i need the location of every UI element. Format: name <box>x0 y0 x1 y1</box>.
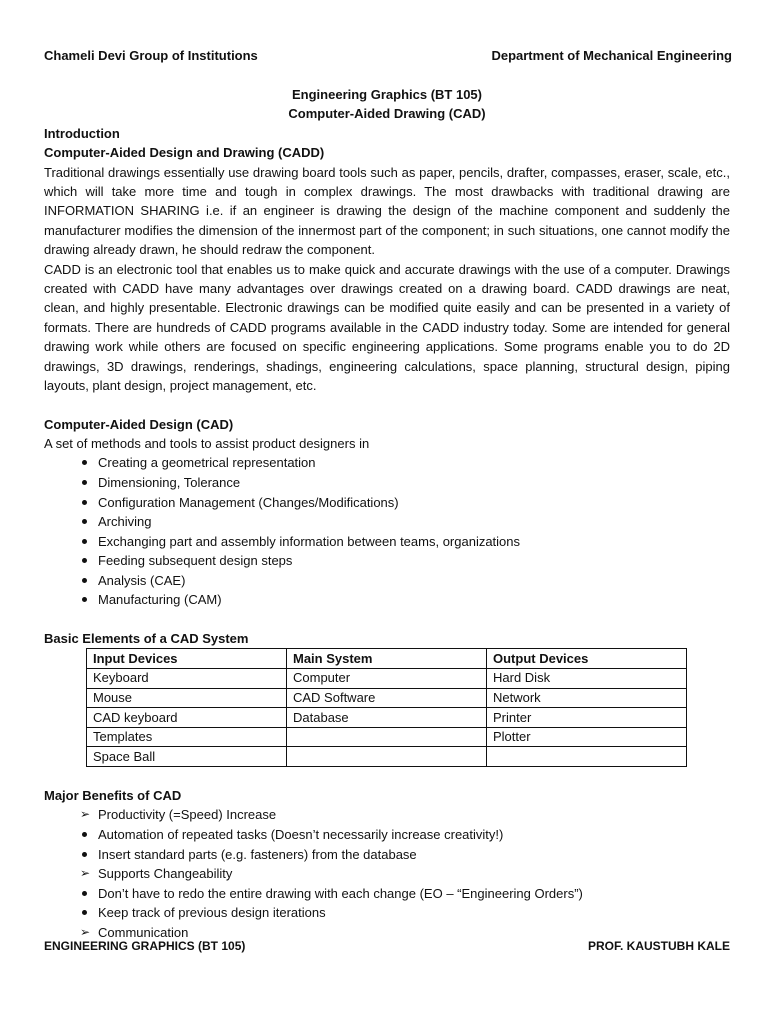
benefits-list <box>44 805 730 942</box>
list-item: Feeding subsequent design steps <box>98 553 293 569</box>
intro-paragraph-1: Traditional drawings essentially use drawing board tools such as paper, pencils, drafter, compasses, eraser, scale, etc., which will take more time and tough in complex drawings. The most drawbacks with traditional drawing are INFORMATION SHARING i.e. if an engineer is drawing the design of the machine component and suddenly the manufacturer modifies the dimension of the innermost part of the component; in such situations, one cannot modify the drawing already drawn, he should redraw the component. <box>44 164 730 258</box>
table-row <box>87 708 687 728</box>
list-item: Creating a geometrical representation <box>98 455 316 471</box>
table-cell: Printer <box>487 708 687 728</box>
cadd-subheading: Computer-Aided Design and Drawing (CADD) <box>44 145 325 161</box>
title-block <box>44 85 730 124</box>
table-header-row <box>87 649 687 669</box>
table-cell: Keyboard <box>87 669 287 689</box>
table-cell: Hard Disk <box>487 669 687 689</box>
table-cell: CAD keyboard <box>87 708 287 728</box>
cad-list <box>44 453 730 610</box>
column-header: Main System <box>287 649 487 669</box>
elements-heading: Basic Elements of a CAD System <box>44 631 249 647</box>
table-row <box>87 688 687 708</box>
list-item: Don’t have to redo the entire drawing with each change (EO – “Engineering Orders”) <box>98 885 583 901</box>
footer-course: ENGINEERING GRAPHICS (BT 105) <box>44 939 246 953</box>
topic-title: Computer-Aided Drawing (CAD) <box>288 106 486 122</box>
table-cell: Mouse <box>87 688 287 708</box>
table-cell: Database <box>287 708 487 728</box>
table-cell: Plotter <box>487 727 687 747</box>
table-cell <box>487 747 687 767</box>
table-row <box>87 669 687 689</box>
page-footer <box>44 937 730 956</box>
document-page <box>44 46 730 943</box>
intro-paragraph-2: CADD is an electronic tool that enables us to make quick and accurate drawings with the use of a computer. Drawings created with CADD have many advantages over drawings created on a drawing board. CADD drawings are neat, clean, and highly presentable. Electronic drawings can be modified quite easily and can be presented in a variety of formats. There are hundreds of CADD programs available in the CADD industry today. Some are intended for general drawing work while others are focused on specific engineering applications. Some programs enable you to do 2D drawings, 3D drawings, renderings, shadings, engineering calculations, space planning, structural design, piping layouts, plant design, project management, etc. <box>44 261 730 394</box>
list-item: Insert standard parts (e.g. fasteners) from the database <box>98 846 417 862</box>
column-header: Output Devices <box>487 649 687 669</box>
list-item: ➢ Productivity (=Speed) Increase <box>98 805 730 825</box>
table-row <box>87 747 687 767</box>
cad-elements-table <box>86 648 687 767</box>
benefits-heading: Major Benefits of CAD <box>44 788 182 804</box>
table-cell: Templates <box>87 727 287 747</box>
intro-heading: Introduction <box>44 125 120 141</box>
table-cell <box>287 747 487 767</box>
list-item: Manufacturing (CAM) <box>98 592 222 608</box>
arrow-bullet-icon: ➢ <box>79 925 91 939</box>
table-cell: Computer <box>287 669 487 689</box>
table-cell: Space Ball <box>87 747 287 767</box>
list-item: Archiving <box>98 514 152 530</box>
list-item: Automation of repeated tasks (Doesn’t necessarily increase creativity!) <box>98 827 504 843</box>
table-row <box>87 727 687 747</box>
list-item: Keep track of previous design iterations <box>98 905 326 921</box>
institution-name: Chameli Devi Group of Institutions <box>44 48 258 63</box>
footer-author: PROF. KAUSTUBH KALE <box>587 939 730 953</box>
arrow-bullet-icon: ➢ <box>79 807 91 822</box>
list-item: Exchanging part and assembly information between teams, organizations <box>98 533 521 549</box>
table-cell: Network <box>487 688 687 708</box>
arrow-bullet-icon: ➢ <box>79 866 91 881</box>
table-cell: CAD Software <box>287 688 487 708</box>
table-cell <box>287 727 487 747</box>
list-item: Analysis (CAE) <box>98 572 186 588</box>
list-item: Configuration Management (Changes/Modifications) <box>98 494 399 510</box>
list-item: ➢ Communication <box>98 923 730 943</box>
cad-heading: Computer-Aided Design (CAD) <box>44 416 234 432</box>
page-header <box>44 46 730 66</box>
department-name: Department of Mechanical Engineering <box>491 48 732 63</box>
column-header: Input Devices <box>87 649 287 669</box>
list-item: Dimensioning, Tolerance <box>98 474 241 490</box>
cad-lead-text: A set of methods and tools to assist product designers in <box>44 435 370 451</box>
course-title: Engineering Graphics (BT 105) <box>292 87 482 102</box>
list-item: ➢ Supports Changeability <box>98 864 730 884</box>
